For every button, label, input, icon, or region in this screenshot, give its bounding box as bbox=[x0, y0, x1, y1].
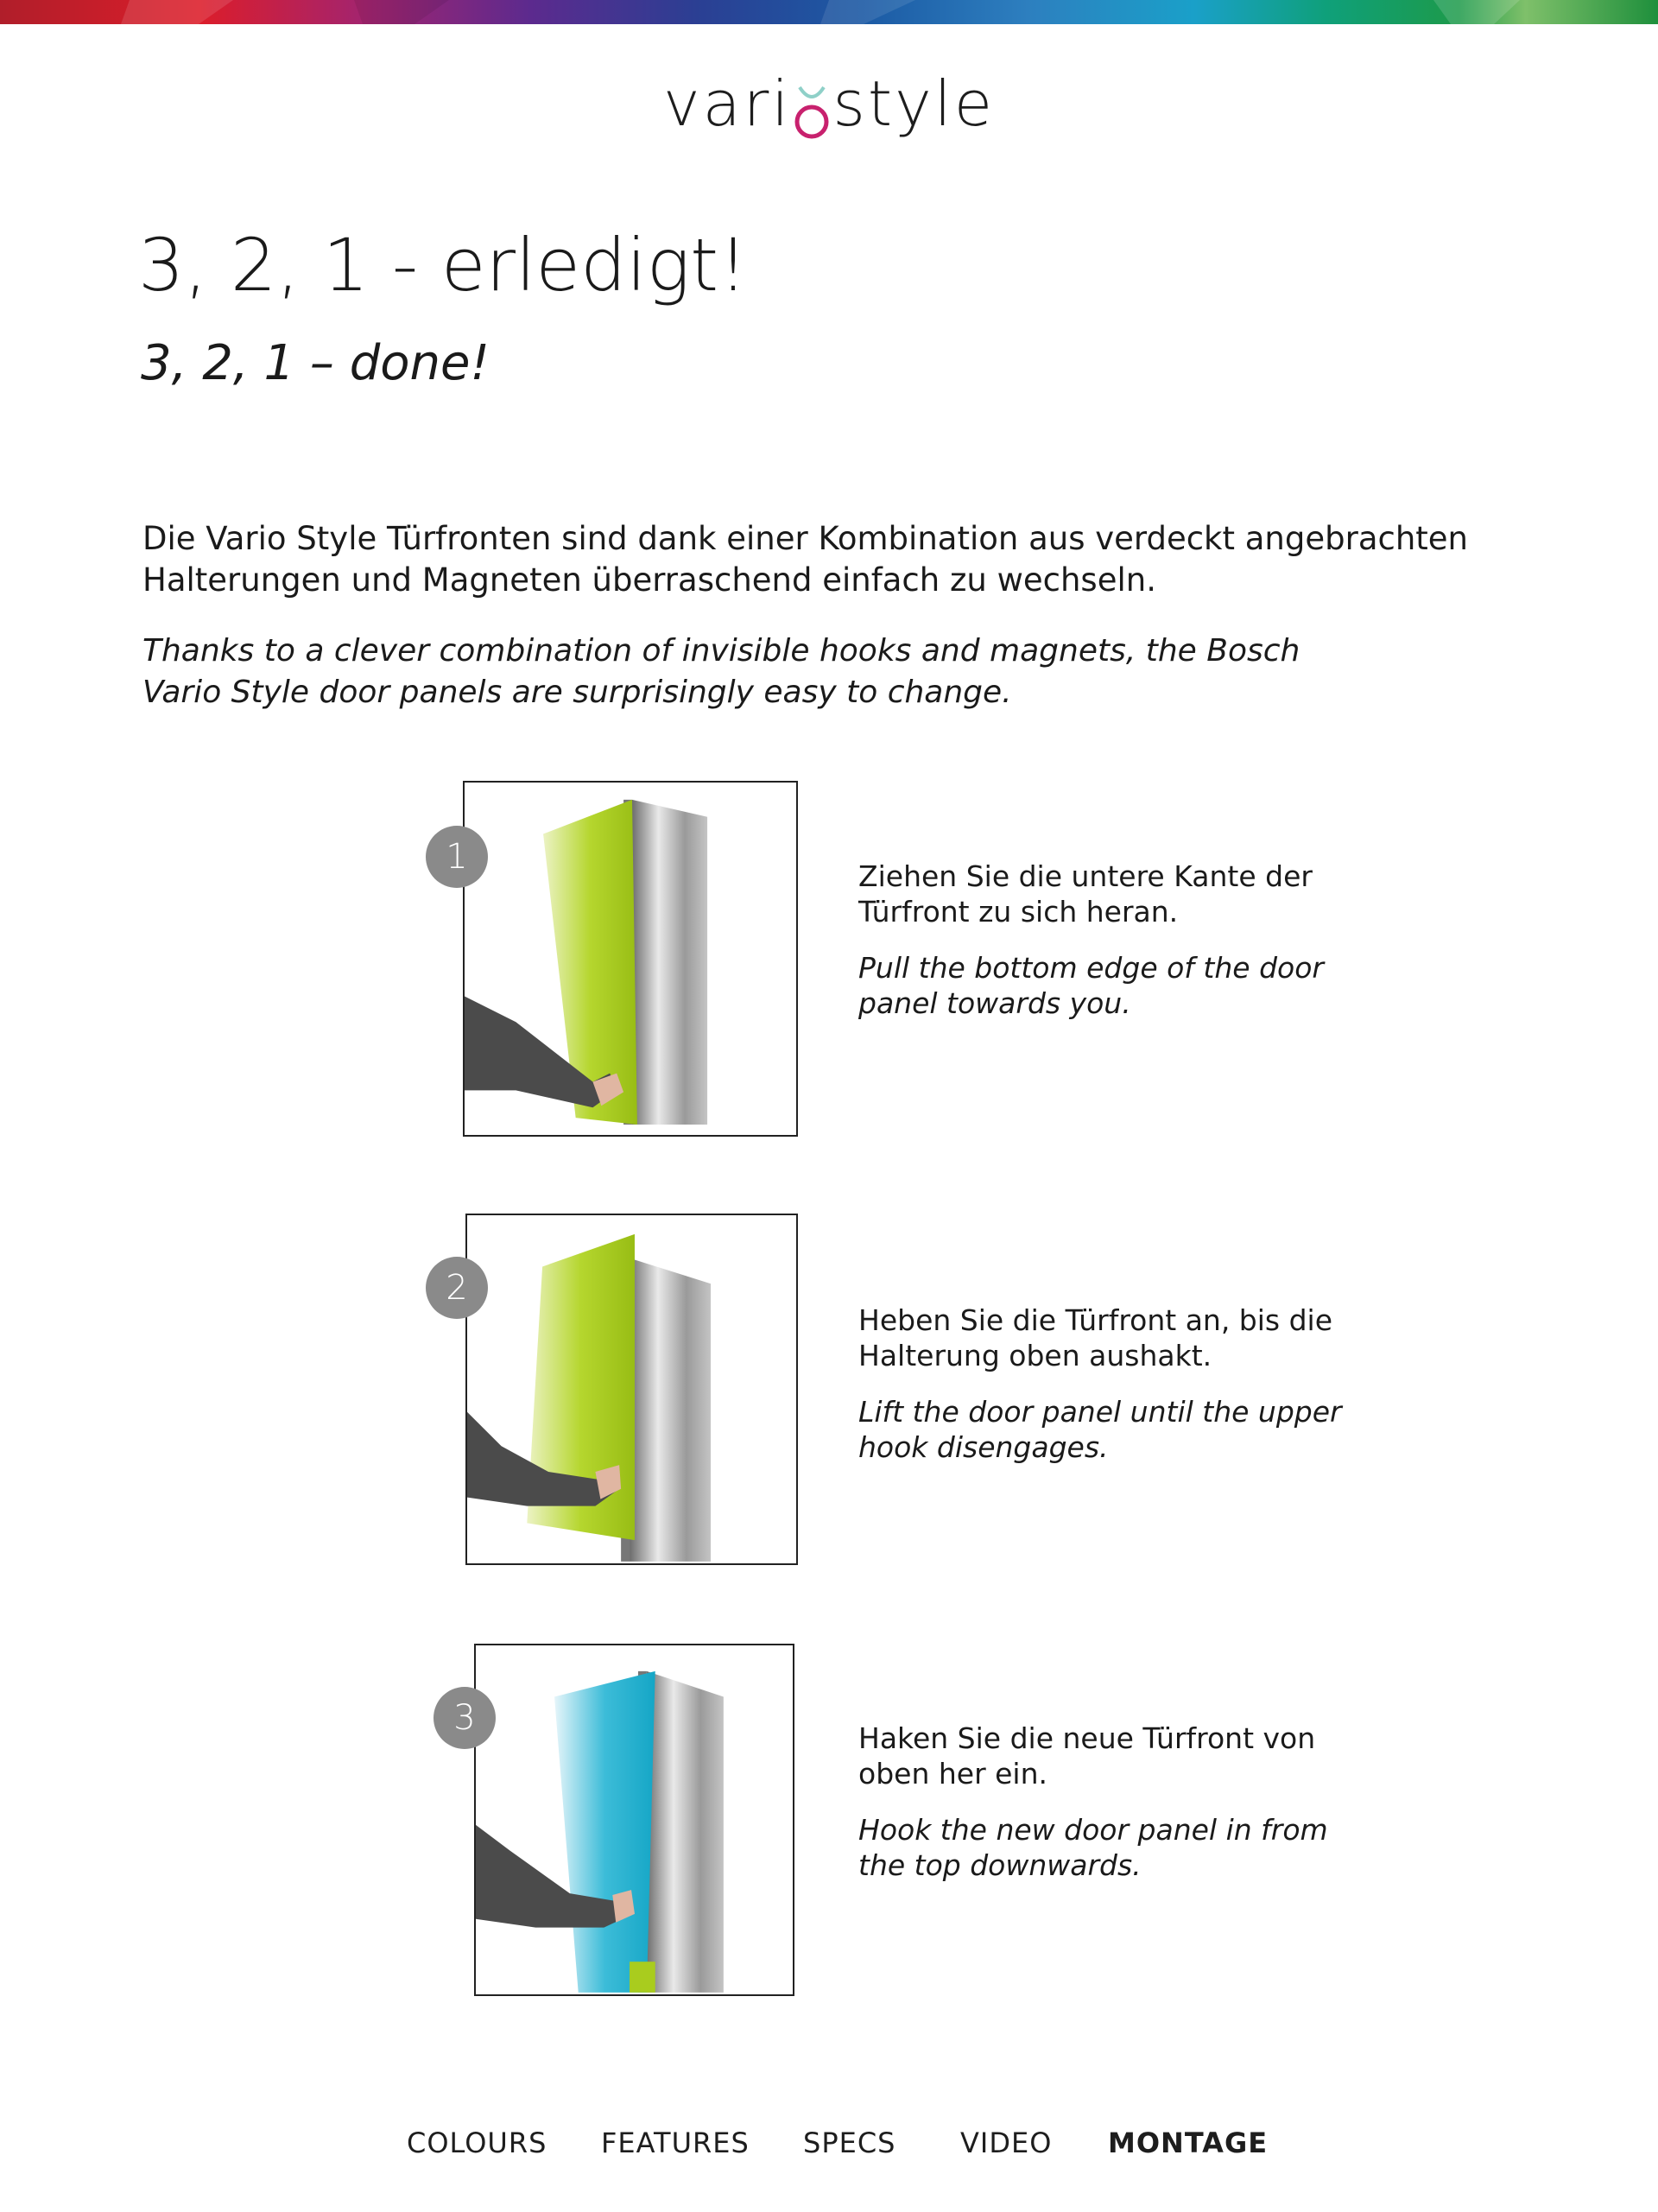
step-2-illustration bbox=[467, 1215, 796, 1563]
nav-montage[interactable]: MONTAGE bbox=[1108, 2126, 1269, 2159]
step-3-image bbox=[474, 1644, 794, 1996]
step-1-image bbox=[463, 781, 798, 1137]
nav-features[interactable]: FEATURES bbox=[601, 2126, 750, 2159]
bottom-navigation bbox=[0, 2126, 1658, 2170]
page-subtitle: 3, 2, 1 – done! bbox=[141, 335, 490, 391]
nav-colours[interactable]: COLOURS bbox=[407, 2126, 547, 2159]
step-3-text-de: Haken Sie die neue Türfront von oben her ein. bbox=[858, 1721, 1316, 1791]
step-2-text-de: Heben Sie die Türfront an, bis die Halterung oben aushakt. bbox=[858, 1303, 1333, 1372]
logo-text-left: vari bbox=[663, 67, 792, 140]
rainbow-color-bar bbox=[0, 0, 1658, 24]
step-1-text bbox=[858, 859, 1342, 1021]
logo-ring-icon bbox=[793, 84, 831, 144]
nav-specs[interactable]: SPECS bbox=[803, 2126, 896, 2159]
vario-style-logo bbox=[0, 67, 1658, 144]
step-1-text-de: Ziehen Sie die untere Kante der Türfront zu sich heran. bbox=[858, 859, 1313, 929]
intro-text-en: Thanks to a clever combination of invisible hooks and magnets, the Bosch Vario Style door panels are surprisingly easy to change. bbox=[142, 633, 1300, 710]
step-2-image bbox=[465, 1214, 798, 1565]
logo-text-right: style bbox=[832, 67, 995, 140]
step-3-illustration bbox=[476, 1645, 793, 1994]
step-3-text bbox=[858, 1721, 1342, 1883]
intro-text-de: Die Vario Style Türfronten sind dank einer Kombination aus verdeckt angebrachten Halterungen und Magneten überraschend einfach zu wechseln. bbox=[142, 520, 1469, 599]
step-3-number-badge: 3 bbox=[433, 1687, 496, 1749]
page-title: 3, 2, 1 - erledigt! bbox=[138, 223, 748, 307]
step-1-illustration bbox=[465, 783, 796, 1135]
step-2-number-badge: 2 bbox=[426, 1257, 488, 1319]
step-1-number-badge: 1 bbox=[426, 826, 488, 888]
step-2-text bbox=[858, 1302, 1342, 1465]
nav-video[interactable]: VIDEO bbox=[960, 2126, 1053, 2159]
step-2-text-en: Lift the door panel until the upper hook disengages. bbox=[858, 1395, 1342, 1464]
step-1-text-en: Pull the bottom edge of the door panel towards you. bbox=[858, 951, 1324, 1020]
step-3-text-en: Hook the new door panel in from the top downwards. bbox=[858, 1813, 1328, 1882]
